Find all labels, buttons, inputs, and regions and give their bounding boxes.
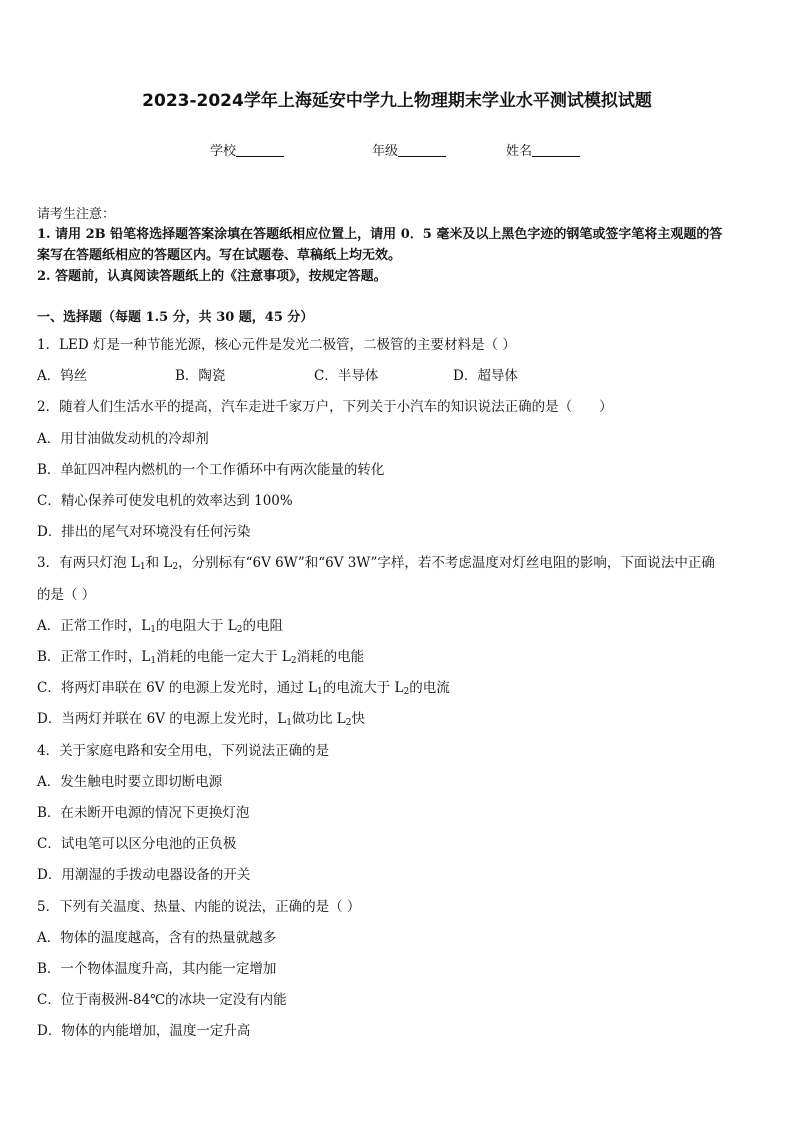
q5-option-c[interactable]: C．位于南极洲-84℃的冰块一定没有内能: [37, 992, 287, 1008]
school-blank[interactable]: [236, 144, 284, 157]
question-5-stem: 5．下列有关温度、热量、内能的说法，正确的是（ ）: [37, 899, 361, 915]
q5-option-a[interactable]: A．物体的温度越高，含有的热量就越多: [37, 930, 277, 946]
grade-label: 年级: [372, 144, 399, 159]
q2-option-c[interactable]: C．精心保养可使发电机的效率达到 100%: [37, 493, 293, 509]
question-4-stem: 4．关于家庭电路和安全用电，下列说法正确的是: [37, 743, 330, 759]
q3-option-b[interactable]: B．正常工作时，$L_1$消耗的电能一定大于 $L_2$消耗的电能: [37, 649, 365, 666]
q1-option-a[interactable]: A．钨丝: [37, 368, 88, 384]
q1-option-c[interactable]: C．半导体: [314, 368, 379, 384]
q2-option-b[interactable]: B．单缸四冲程内燃机的一个工作循环中有两次能量的转化: [37, 462, 385, 478]
question-1-stem: 1．LED 灯是一种节能光源，核心元件是发光二极管，二极管的主要材料是（ ）: [37, 337, 516, 353]
q3-option-d[interactable]: D．当两灯并联在 6V 的电源上发光时，$L_1$做功比 $L_2$快: [37, 711, 365, 728]
section-heading: 一、选择题（每题 1.5 分，共 30 题，45 分）: [37, 310, 314, 325]
notice-item-1-line-2: 案写在答题纸相应的答题区内。写在试题卷、草稿纸上均无效。: [37, 248, 402, 263]
question-3-stem: 3．有两只灯泡 $L_1$和 $L_2$，分别标有“6V 6W”和“6V 3W”字样，若不考虑温度对灯丝电阻的影响，下面说法中正确: [37, 555, 715, 572]
name-label: 姓名: [506, 144, 533, 159]
notice-item-1-line-1: 1. 请用 2B 铅笔将选择题答案涂填在答题纸相应位置上，请用 0．5 毫米及以上黑色字迹的钢笔或签字笔将主观题的答: [37, 227, 723, 242]
q1-option-b[interactable]: B．陶瓷: [175, 368, 226, 384]
q2-option-a[interactable]: A．用甘油做发动机的冷却剂: [37, 431, 209, 447]
school-field[interactable]: [210, 140, 284, 159]
q3-option-c[interactable]: C．将两灯串联在 6V 的电源上发光时，通过 $L_1$的电流大于 $L_2$的电流: [37, 680, 450, 697]
name-field[interactable]: [506, 140, 580, 159]
exam-title: 2023-2024学年上海延安中学九上物理期末学业水平测试模拟试题: [142, 91, 652, 111]
q4-option-c[interactable]: C．试电笔可以区分电池的正负极: [37, 836, 237, 852]
question-3-stem-line-2: 的是（ ）: [37, 587, 96, 603]
q5-option-b[interactable]: B．一个物体温度升高，其内能一定增加: [37, 961, 277, 977]
q1-option-d[interactable]: D．超导体: [453, 368, 518, 384]
question-2-stem: 2．随着人们生活水平的提高，汽车走进千家万户，下列关于小汽车的知识说法正确的是（ ）: [37, 399, 613, 415]
notice-item-2: 2. 答题前，认真阅读答题纸上的《注意事项》，按规定答题。: [37, 269, 387, 284]
grade-field[interactable]: [372, 140, 446, 159]
q4-option-b[interactable]: B．在未断开电源的情况下更换灯泡: [37, 805, 250, 821]
q4-option-a[interactable]: A．发生触电时要立即切断电源: [37, 774, 223, 790]
name-blank[interactable]: [532, 144, 580, 157]
q3-option-a[interactable]: A．正常工作时，$L_1$的电阻大于 $L_2$的电阻: [37, 618, 283, 635]
notice-heading: 请考生注意：: [37, 207, 116, 222]
q5-option-d[interactable]: D．物体的内能增加，温度一定升高: [37, 1023, 251, 1039]
q2-option-d[interactable]: D．排出的尾气对环境没有任何污染: [37, 524, 251, 540]
q4-option-d[interactable]: D．用潮湿的手拨动电器设备的开关: [37, 867, 251, 883]
grade-blank[interactable]: [398, 144, 446, 157]
school-label: 学校: [210, 144, 237, 159]
